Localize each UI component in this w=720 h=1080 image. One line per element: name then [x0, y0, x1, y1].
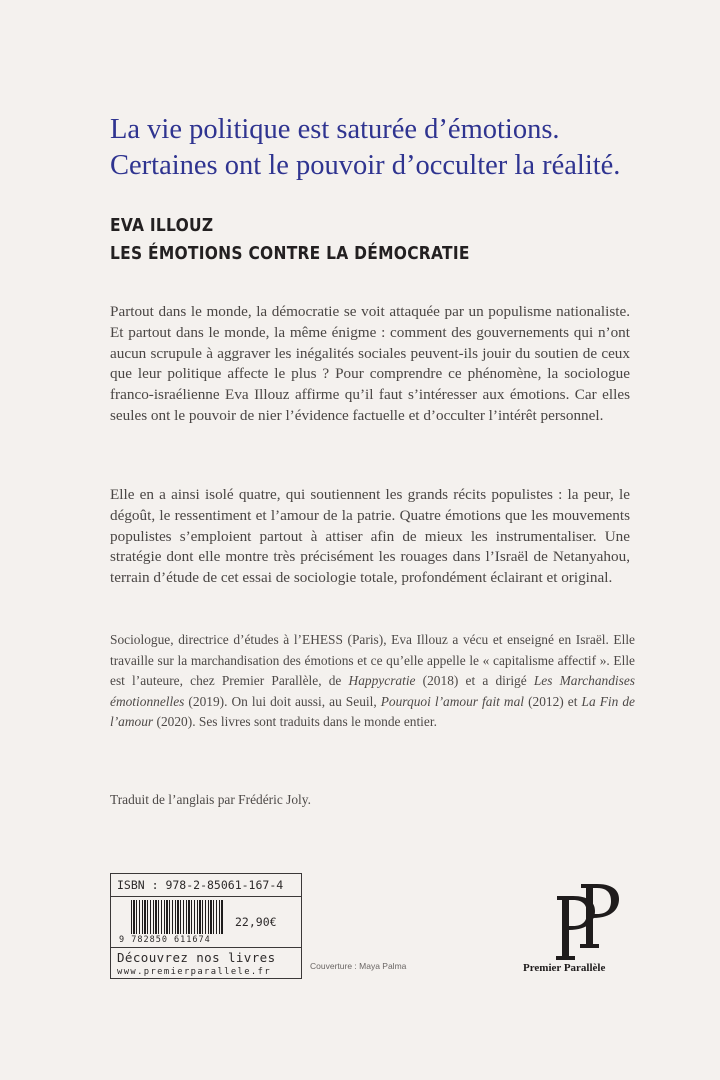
tagline-line-2: Certaines ont le pouvoir d’occulter la réalité. — [110, 150, 621, 181]
bio-book-title: La Fin de l’amour — [110, 693, 635, 729]
bio-text: (2020). Ses livres sont traduits dans le monde entier. — [153, 714, 437, 729]
bio-text: Sociologue, directrice d’études à l’EHESS (Paris), Eva Illouz a vécu et enseigné en Israël. Elle travaille sur la marchandisation des émotions et ce qu’elle appelle le « capitalisme affectif ». Elle est l’auteure, chez Premier Parallèle, de — [110, 632, 635, 688]
publisher-url: www.premierparallele.fr — [117, 967, 272, 977]
bio-text: (2018) et a dirigé — [415, 673, 534, 688]
price: 22,90€ — [235, 915, 277, 929]
book-title: LES ÉMOTIONS CONTRE LA DÉMOCRATIE — [110, 243, 470, 264]
barcode-digits: 9 782850 611674 — [119, 935, 211, 945]
book-heading — [110, 212, 470, 268]
bio-book-title: Happycratie — [348, 673, 416, 688]
summary-paragraph-2: Elle en a ainsi isolé quatre, qui soutiennent les grands récits populistes : la peur, le dégoût, le ressentiment et l’amour de la patrie. Quatre émotions que les mouvements populistes s’emploient partout à attiser afin de mieux les instrumentaliser. Une stratégie dont elle montre très précisément les rouages dans l’Israël de Netanyahou, terrain d’étude de cet essai de sociologie totale, profondément éclairant et original. — [110, 486, 630, 587]
bio-text: (2012) et — [524, 693, 582, 709]
publisher-name: Premier Parallèle — [523, 962, 606, 974]
barcode-icon — [131, 900, 223, 934]
barcode-row — [111, 897, 301, 948]
barcode-box — [110, 873, 302, 979]
summary-paragraph-1: Partout dans le monde, la démocratie se voit attaquée par un populisme nationaliste. Et partout dans le monde, la même énigme : comment des gouvernements qui n’ont aucun scrupule à aggraver les inégalités sociales peuvent-ils jouir du soutien de ceux que leur politique affecte le plus ? Pour comprendre ce phénomène, la sociologue franco-israélienne Eva Illouz affirme qu’il faut s’intéresser aux émotions. Car elles seules ont le pouvoir de nier l’évidence factuelle et d’occulter l’intérêt personnel. — [110, 303, 630, 424]
isbn-label: ISBN : 978-2-85061-167-4 — [111, 874, 301, 897]
discover-text: Découvrez nos livres — [117, 950, 276, 965]
translator-credit: Traduit de l’anglais par Frédéric Joly. — [110, 792, 311, 807]
pp-monogram-logo-icon — [545, 878, 625, 968]
bio-book-title: Pourquoi l’amour fait mal — [380, 693, 525, 709]
bio-book-title: Les Marchandises émotionnelles — [110, 673, 636, 709]
author-bio — [110, 630, 635, 733]
tagline — [110, 112, 690, 184]
tagline-line-1: La vie politique est saturée d’émotions. — [110, 114, 560, 145]
cover-credit: Couverture : Maya Palma — [310, 961, 407, 971]
author-name: EVA ILLOUZ — [110, 215, 214, 236]
bio-text: (2019). On lui doit aussi, au Seuil, — [184, 693, 381, 709]
